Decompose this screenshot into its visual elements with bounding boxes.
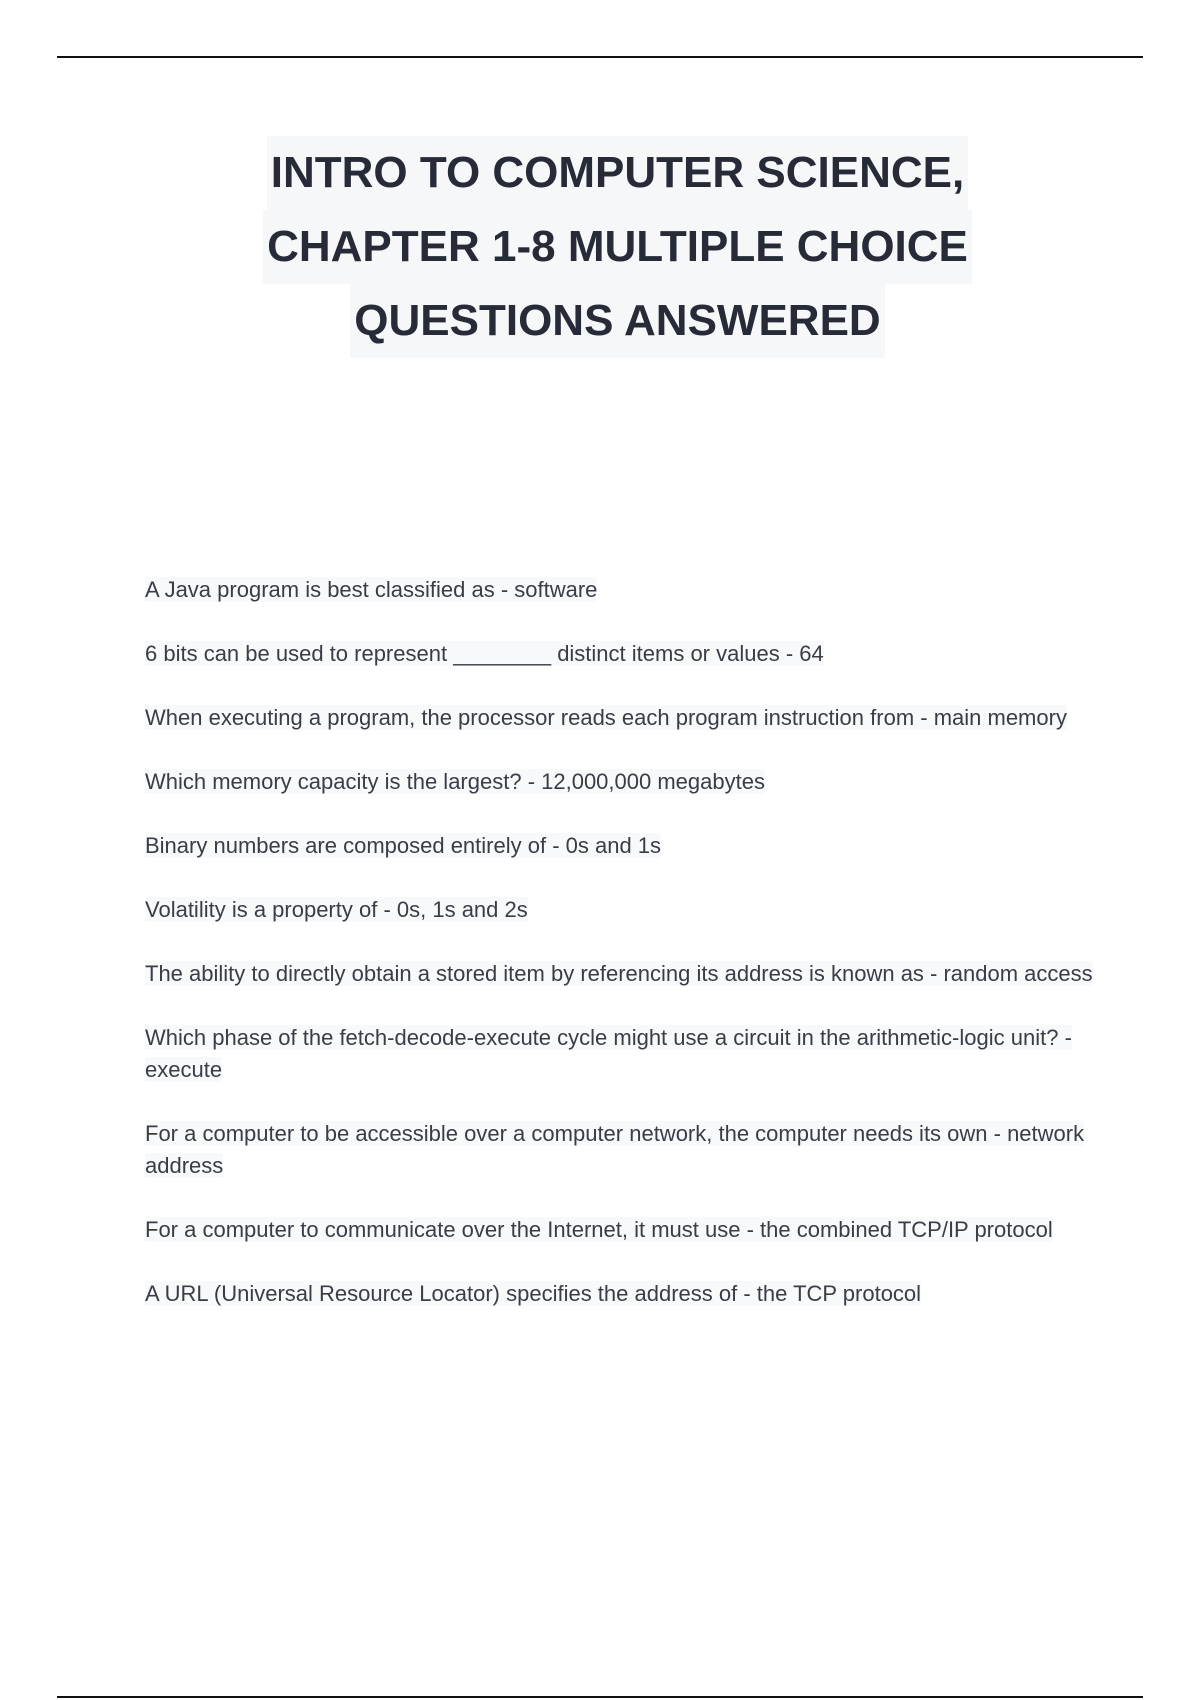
qa-item	[145, 1118, 1095, 1182]
title-line-2: CHAPTER 1-8 MULTIPLE CHOICE	[263, 210, 972, 284]
qa-item-text: For a computer to communicate over the Internet, it must use - the combined TCP/IP protocol	[145, 1217, 1053, 1242]
top-divider	[57, 56, 1143, 58]
qa-item	[145, 958, 1095, 990]
qa-item	[145, 894, 1095, 926]
qa-item	[145, 638, 1095, 670]
question-answer-list	[145, 574, 1095, 1342]
qa-item-text: When executing a program, the processor reads each program instruction from - main memory	[145, 705, 1067, 730]
qa-item-text: For a computer to be accessible over a computer network, the computer needs its own - network address	[145, 1121, 1085, 1178]
qa-item	[145, 702, 1095, 734]
qa-item	[145, 1214, 1095, 1246]
qa-item	[145, 1278, 1095, 1310]
qa-item-text: 6 bits can be used to represent ________ distinct items or values - 64	[145, 641, 824, 666]
qa-item-text: Binary numbers are composed entirely of - 0s and 1s	[145, 833, 662, 858]
qa-item-text: Which memory capacity is the largest? - 12,000,000 megabytes	[145, 769, 765, 794]
qa-item	[145, 830, 1095, 862]
qa-item-text: A Java program is best classified as - software	[145, 577, 598, 602]
title-line-1: INTRO TO COMPUTER SCIENCE,	[267, 136, 968, 210]
qa-item-text: Volatility is a property of - 0s, 1s and 2s	[145, 897, 528, 922]
qa-item-text: A URL (Universal Resource Locator) specifies the address of - the TCP protocol	[145, 1281, 922, 1306]
qa-item	[145, 574, 1095, 606]
document-title	[150, 136, 1085, 358]
qa-item-text: Which phase of the fetch-decode-execute cycle might use a circuit in the arithmetic-logic unit? - execute	[145, 1025, 1072, 1082]
qa-item-text: The ability to directly obtain a stored item by referencing its address is known as - random access	[145, 961, 1093, 986]
qa-item	[145, 1022, 1095, 1086]
title-line-3: QUESTIONS ANSWERED	[350, 284, 884, 358]
bottom-divider	[57, 1696, 1143, 1698]
qa-item	[145, 766, 1095, 798]
